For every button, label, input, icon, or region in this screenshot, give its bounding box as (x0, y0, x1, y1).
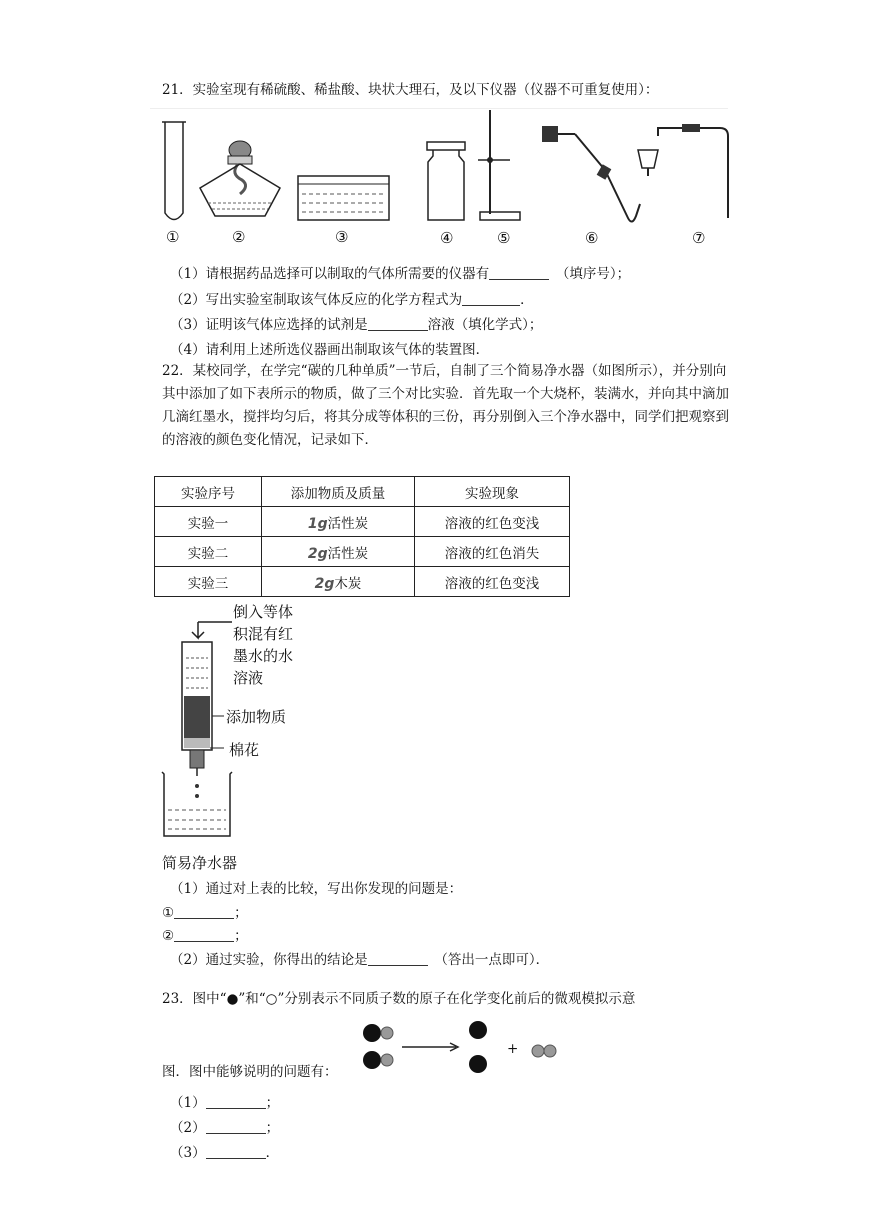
cell-substance: 2g木炭 (262, 567, 415, 597)
funnel-tube (638, 124, 728, 218)
q22-part1: （1）通过对上表的比较，写出你发现的问题是： (170, 881, 463, 897)
answer-blank[interactable] (206, 1119, 266, 1134)
q21-title: 21．实验室现有稀硫酸、稀盐酸、块状大理石，及以下仪器（仪器不可重复使用）： (162, 82, 659, 98)
cell-substance: 1g活性炭 (262, 507, 415, 537)
cell-seq: 实验二 (155, 537, 262, 567)
cotton-label: 棉花 (229, 741, 260, 759)
th-result: 实验现象 (415, 477, 570, 507)
q21-part3: （3）证明该气体应选择的试剂是 溶液（填化学式）； (170, 317, 543, 333)
alcohol-lamp (200, 141, 280, 216)
answer-blank[interactable] (174, 904, 234, 919)
answer-blank[interactable] (368, 316, 428, 331)
q21-part4: （4）请利用上述所选仪器画出制取该气体的装置图． (170, 342, 490, 358)
water-trough (298, 176, 389, 220)
label-4: ④ (440, 229, 454, 247)
stopper-tube (542, 126, 640, 222)
test-tube (162, 122, 186, 220)
q22-part2: （2）通过实验，你得出的结论是 （答出一点即可）． (170, 952, 550, 968)
q22-table (154, 476, 570, 597)
table-header-row (155, 477, 570, 507)
label-6: ⑥ (585, 229, 599, 247)
q23-line1: 23．图中“●”和“○”分别表示不同质子数的原子在化学变化前后的微观模拟示意 (162, 991, 636, 1007)
label-2: ② (232, 228, 246, 246)
table-row (155, 537, 570, 567)
q23-answer-2: （2） ； (170, 1120, 280, 1136)
reaction-diagram (360, 1020, 560, 1082)
q23-answer-1: （1） ； (170, 1095, 280, 1111)
answer-blank[interactable] (368, 951, 428, 966)
figure-caption: 简易净水器 (162, 854, 238, 872)
add-substance-label: 添加物质 (226, 708, 287, 726)
label-5: ⑤ (497, 229, 511, 247)
cell-seq: 实验一 (155, 507, 262, 537)
mass-value: 2g (314, 575, 335, 592)
pour-label: 倒入等体 积混有红 墨水的水 溶液 (233, 603, 294, 687)
th-substance: 添加物质及质量 (262, 477, 415, 507)
q22-answer-1: ① ； (162, 905, 248, 921)
cell-seq: 实验三 (155, 567, 262, 597)
plus-sign: + (507, 1041, 519, 1057)
cell-result: 溶液的红色消失 (415, 537, 570, 567)
mass-value: 2g (307, 545, 328, 562)
answer-blank[interactable] (174, 927, 234, 942)
answer-blank[interactable] (489, 265, 549, 280)
gas-jar (427, 142, 465, 220)
answer-blank[interactable] (462, 291, 520, 306)
water-purifier-figure (160, 600, 240, 854)
q22-intro: 22．某校同学，在学完“碳的几种单质”一节后，自制了三个简易净水器（如图所示），并分别向其中添加了如下表所示的物质，做了三个对比实验．首先取一个大烧杯，装满水，并向其中滴加几滴红墨水，搅拌均匀后，将其分成等体积的三份，再分别倒入三个净水器中，同学们把观察到的溶液的颜色变化情况，记录如下． (162, 363, 729, 448)
mass-value: 1g (307, 515, 328, 532)
iron-stand (478, 110, 520, 220)
cell-result: 溶液的红色变浅 (415, 507, 570, 537)
cell-substance: 2g活性炭 (262, 537, 415, 567)
table-row (155, 507, 570, 537)
q23-answer-3: （3） ． (170, 1145, 280, 1161)
q21-part2: （2）写出实验室制取该气体反应的化学方程式为 ． (170, 292, 534, 308)
th-seq: 实验序号 (155, 477, 262, 507)
q21-part1: （1）请根据药品选择可以制取的气体所需要的仪器有 （填序号）； (170, 266, 631, 282)
q23-line2: 图．图中能够说明的问题有： (162, 1064, 338, 1080)
label-3: ③ (335, 228, 349, 246)
label-7: ⑦ (692, 229, 706, 247)
answer-blank[interactable] (206, 1094, 266, 1109)
table-row (155, 567, 570, 597)
q22-answer-2: ② ； (162, 928, 248, 944)
cell-result: 溶液的红色变浅 (415, 567, 570, 597)
answer-blank[interactable] (206, 1144, 266, 1159)
label-1: ① (166, 228, 180, 246)
